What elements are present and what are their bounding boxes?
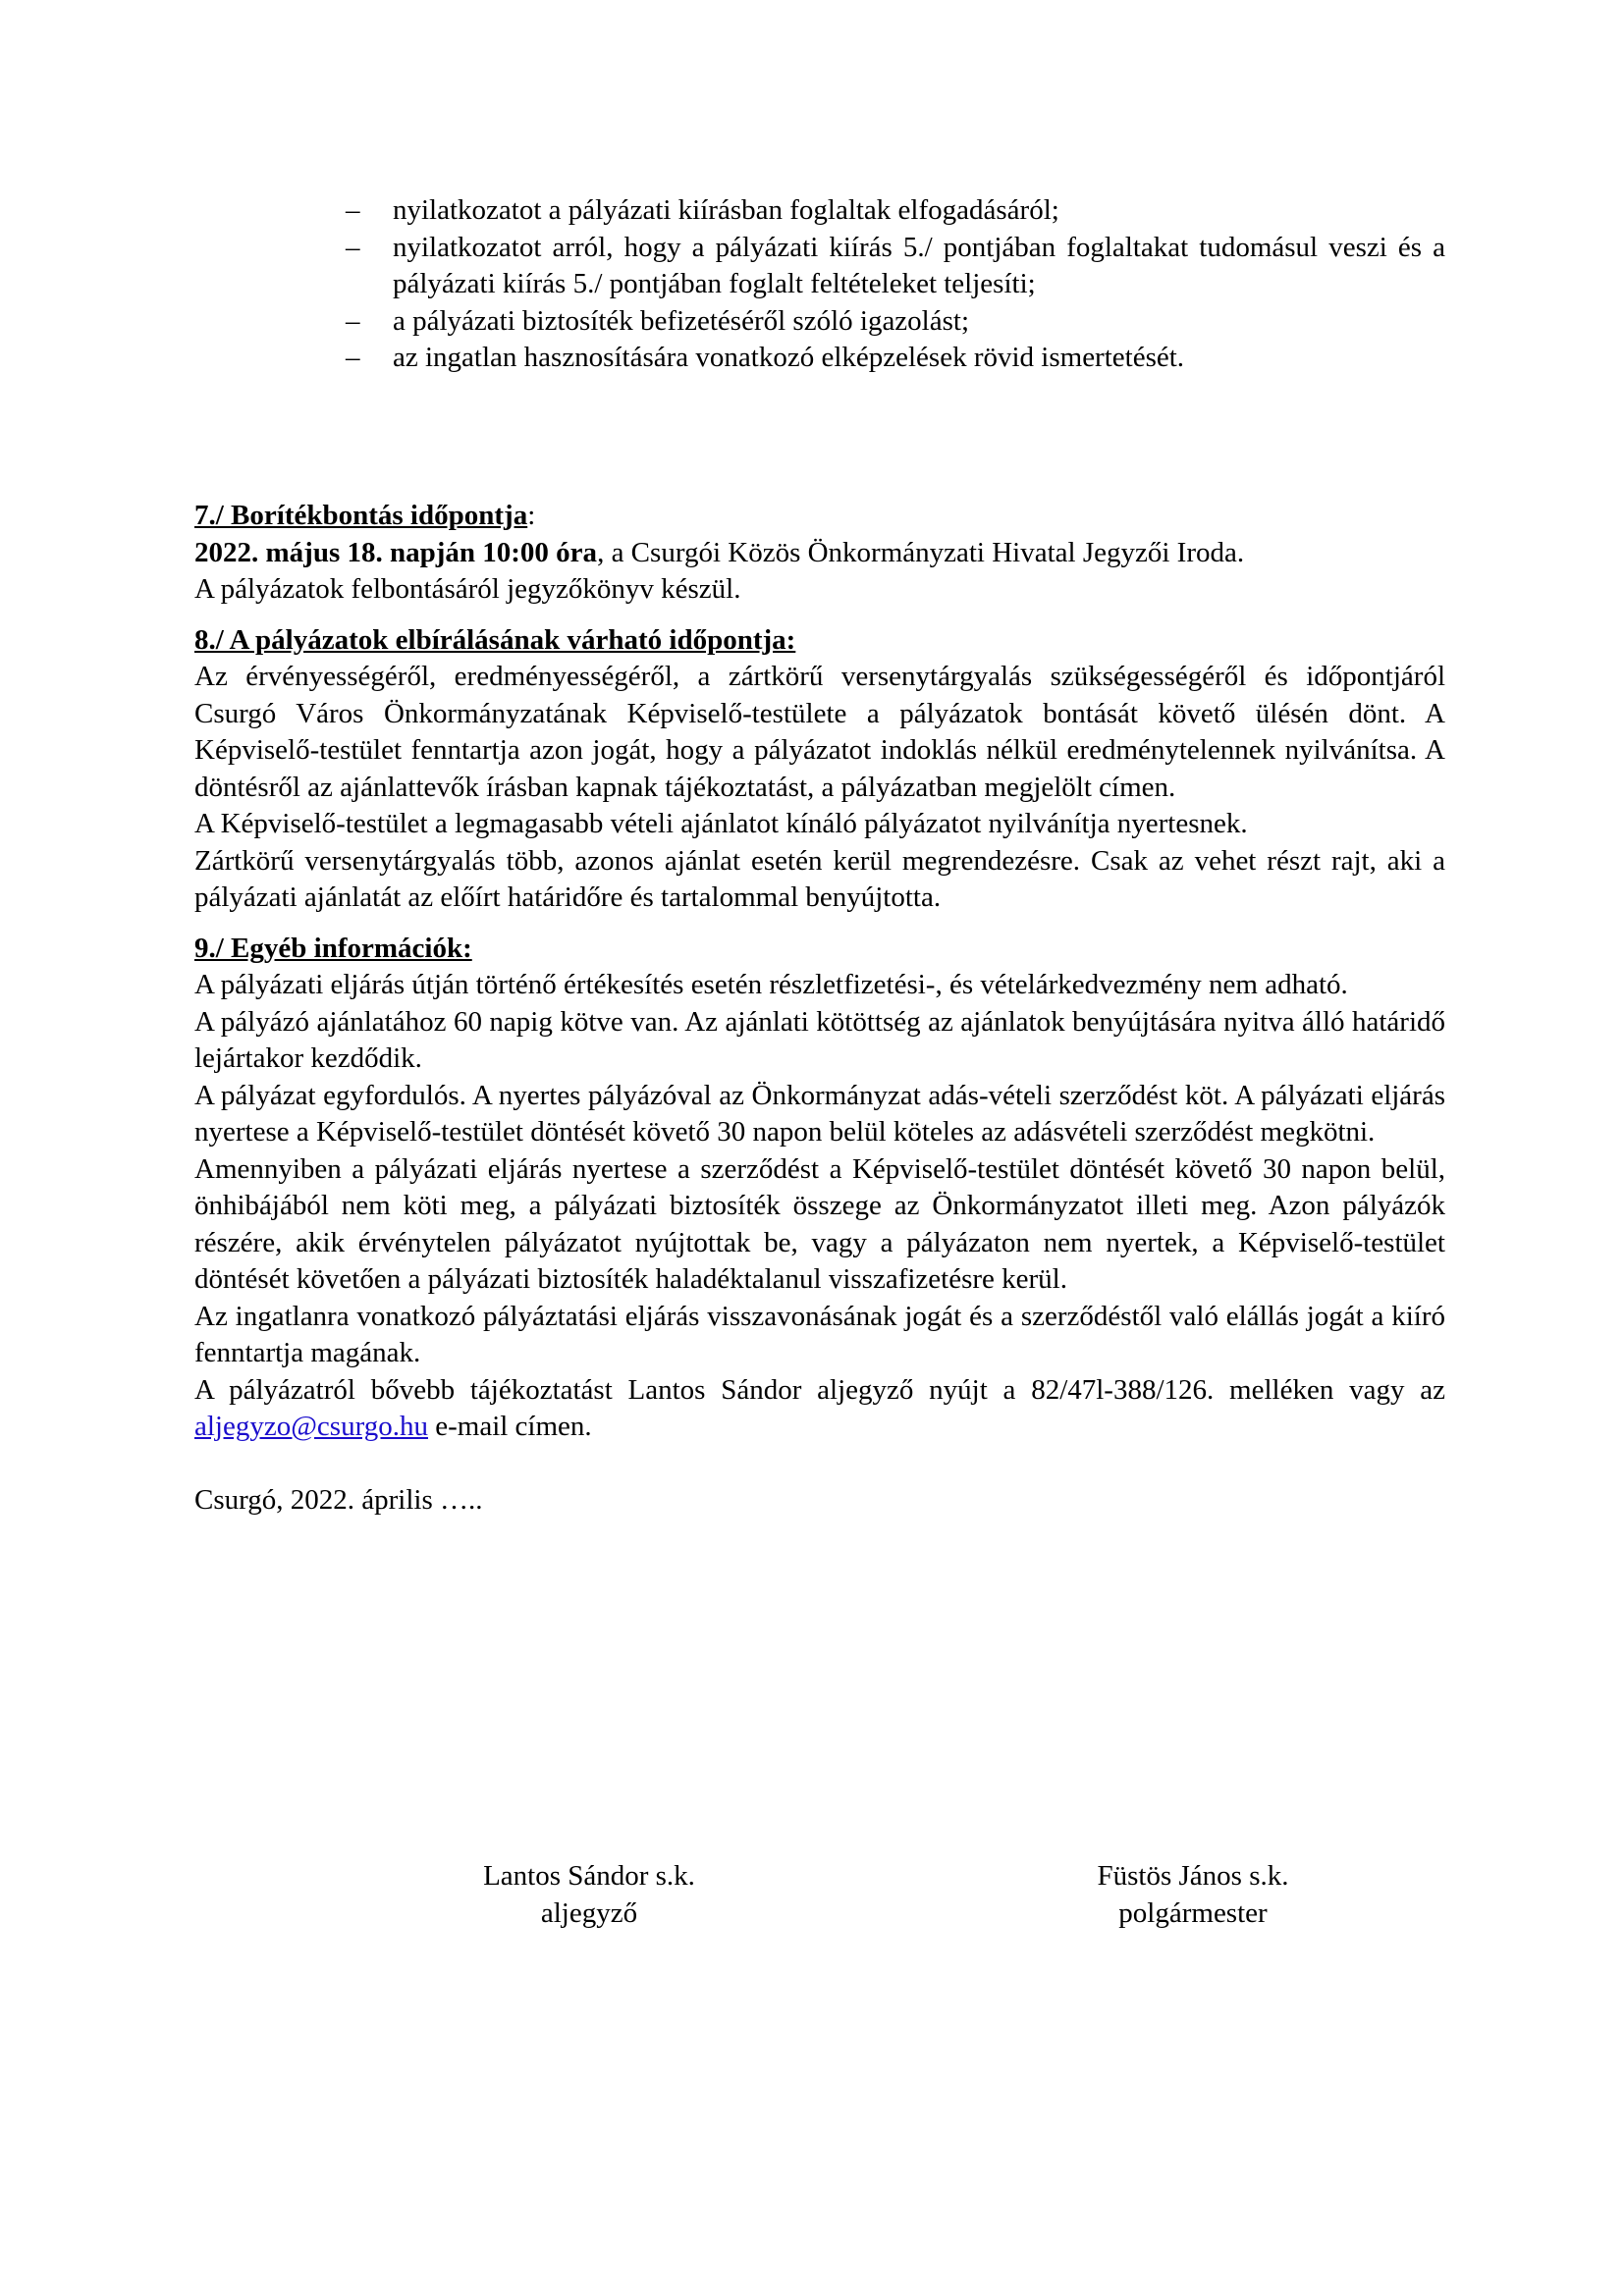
section-7 <box>194 498 1445 609</box>
dash-bullet: – <box>346 304 360 337</box>
section-8-heading: 8./ A pályázatok elbírálásának várható időpontja: <box>194 623 796 656</box>
section-9-heading: 9./ Egyéb információk: <box>194 932 472 964</box>
list-item-text: nyilatkozatot arról, hogy a pályázati kiírás 5./ pontjában foglaltakat tudomásul veszi és a pályázati kiírás 5./ pontjában foglalt feltételeket teljesíti; <box>393 231 1445 299</box>
section-8-paragraph: A Képviselő-testület a legmagasabb vételi ajánlatot kínáló pályázatot nyilvánítja nyertesnek. <box>194 808 1248 839</box>
contact-text: A pályázatról bővebb tájékoztatást Lantos Sándor aljegyző nyújt a 82/47l-388/126. melléken vagy az <box>194 1373 1445 1406</box>
list-item <box>346 230 1445 303</box>
main-content <box>194 498 1445 1519</box>
section-8-paragraph: Az érvényességéről, eredményességéről, a zártkörű versenytárgyalás szükségességéről és időpontjáról Csurgó Város Önkormányzatának Képviselő-testülete a pályázatok bontását követő ülésén dönt. A Képviselő-testület fenntartja azon jogát, hogy a pályázatot indoklás nélkül eredménytelennek nyilvánítsa. A döntésről az ajánlattevők írásban kapnak tájékoztatást, a pályázatban megjelölt címen. <box>194 661 1445 803</box>
section-9-paragraph: A pályázó ajánlatához 60 napig kötve van. Az ajánlati kötöttség az ajánlatok benyújtására nyitva álló határidő lejártakor kezdődik. <box>194 1005 1445 1074</box>
list-item <box>346 340 1445 377</box>
opening-location: , a Csurgói Közös Önkormányzati Hivatal Jegyzői Iroda. <box>597 536 1245 568</box>
signer-name: Füstös János s.k. <box>1097 1860 1289 1892</box>
contact-text-end: e-mail címen. <box>427 1411 592 1442</box>
section-7-heading: 7./ Borítékbontás időpontja <box>194 500 528 531</box>
opening-date: 2022. május 18. napján 10:00 óra <box>194 536 598 568</box>
signer-title: polgármester <box>1118 1896 1268 1929</box>
email-link[interactable]: aljegyzo@csurgo.hu <box>194 1411 428 1442</box>
dash-bullet: – <box>346 194 360 226</box>
section-7-heading-line <box>194 498 1445 535</box>
section-8 <box>194 622 1445 917</box>
signer-title: aljegyző <box>540 1896 638 1929</box>
section-9-paragraph: Az ingatlanra vonatkozó pályáztatási eljárás visszavonásának jogát és a szerződéstől való elállás jogát a kiíró fenntartja magának. <box>194 1300 1445 1368</box>
section-8-paragraph: Zártkörű versenytárgyalás több, azonos ajánlat esetén kerül megrendezésre. Csak az vehet részt rajt, aki a pályázati ajánlatát az előírt határidőre és tartalommal benyújtotta. <box>194 844 1445 913</box>
section-9-paragraph: A pályázati eljárás útján történő értékesítés esetén részletfizetési-, és vételárkedvezmény nem adható. <box>194 969 1348 1000</box>
dash-bullet: – <box>346 231 360 263</box>
place-date: Csurgó, 2022. április ….. <box>194 1483 483 1516</box>
list-item-text: a pályázati biztosíték befizetéséről szóló igazolást; <box>393 304 970 337</box>
heading-colon: : <box>527 500 536 531</box>
requirements-list <box>346 192 1445 377</box>
list-item <box>346 192 1445 230</box>
section-9-paragraph: A pályázat egyfordulós. A nyertes pályázóval az Önkormányzat adás-vételi szerződést köt. A pályázati eljárás nyertese a Képviselő-testület döntését követő 30 napon belül köteles az adásvételi szerződést megkötni. <box>194 1079 1445 1148</box>
list-item <box>346 303 1445 341</box>
opening-date-line <box>194 535 1445 572</box>
minutes-note: A pályázatok felbontásáról jegyzőkönyv készül. <box>194 573 741 605</box>
contact-paragraph <box>194 1372 1445 1446</box>
list-item-text: az ingatlan hasznosítására vonatkozó elképzelések rövid ismertetését. <box>393 342 1185 373</box>
signer-name: Lantos Sándor s.k. <box>483 1860 695 1892</box>
section-9-paragraph: Amennyiben a pályázati eljárás nyertese a szerződést a Képviselő-testület döntését követő 30 napon belül, önhibájából nem köti meg, a pályázati biztosíték összege az Önkormányzatot illeti meg. Azon pályázók részére, akik érvénytelen pályázatot nyújtottak be, vagy a pályázaton nem nyertek, a Képviselő-testület döntését követően a pályázati biztosíték haladéktalanul visszafizetésre kerül. <box>194 1152 1445 1295</box>
section-9 <box>194 931 1445 1446</box>
dash-bullet: – <box>346 342 360 373</box>
signature-right <box>1016 1858 1370 1932</box>
signature-left <box>412 1858 766 1932</box>
list-item-text: nyilatkozatot a pályázati kiírásban foglaltak elfogadásáról; <box>393 194 1059 226</box>
